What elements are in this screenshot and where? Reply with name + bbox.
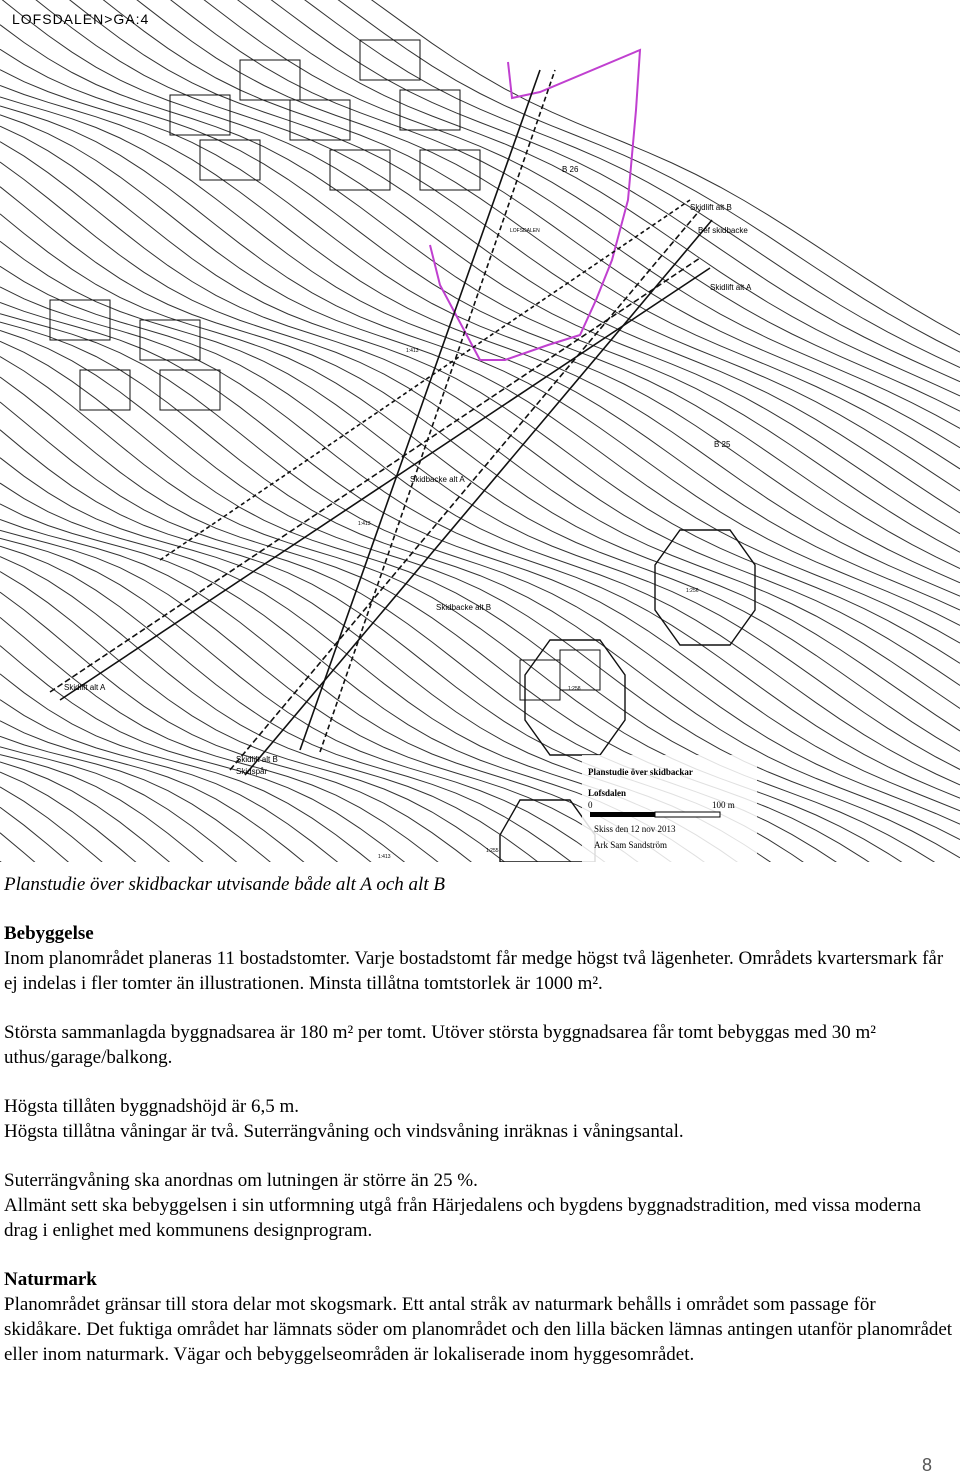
legend-title: Planstudie över skidbackar — [588, 767, 693, 777]
bebyggelse-paragraph-1: Inom planområdet planeras 11 bostadstomter. Varje bostadstomt får medge högst två lägenheter. Områdets kvartersmark får ej indelas i fler tomter än illustrationen. Minsta tillåtna tomtstorlek är 1000 m². — [4, 948, 944, 994]
contour-line — [0, 49, 960, 568]
contour-line — [0, 520, 960, 863]
label-skidspar: Skidspår — [236, 767, 268, 776]
legend-scale-end: 100 m — [712, 800, 735, 810]
legend-place: Lofsdalen — [588, 788, 627, 798]
contour-line — [0, 115, 960, 643]
plan-boundary — [430, 50, 640, 360]
contour-line — [0, 322, 960, 840]
label-parcel-255: 1:255 — [486, 848, 499, 854]
bebyggelse-paragraph-2: Största sammanlagda byggnadsarea är 180 m² per tomt. Utöver största byggnadsarea får tomt bebyggas med 30 m² uthus/garage/balkong. — [4, 1022, 876, 1068]
contour-line — [0, 214, 960, 752]
figure-caption: Planstudie över skidbackar utvisande både alt A och alt B — [4, 874, 445, 895]
contour-line — [0, 504, 960, 862]
label-lift-b-bottom: Skidlift alt B — [236, 755, 278, 764]
contour-line — [0, 0, 960, 513]
contour-line — [0, 0, 960, 428]
contour-line — [0, 0, 960, 469]
contour-line — [0, 572, 960, 862]
bebyggelse-paragraph-4a: Suterrängvåning ska anordnas om lutningen är större än 25 %. — [4, 1170, 478, 1191]
label-lift-b-top: Skidlift alt B — [690, 203, 732, 212]
map-legend — [582, 755, 757, 862]
legend-date: Skiss den 12 nov 2013 — [594, 824, 676, 834]
label-slope-b: Skidbacke alt B — [436, 603, 492, 612]
contour-line — [0, 617, 960, 862]
page-number: 8 — [921, 1455, 932, 1475]
label-lofsdalen-small: LOFSDALEN — [510, 228, 540, 234]
contour-line — [0, 483, 960, 862]
label-parcel-258: 1:258 — [568, 686, 581, 692]
contour-line — [0, 126, 960, 663]
label-lift-a-bottom: Skidlift alt A — [64, 683, 106, 692]
body-text — [4, 921, 956, 1367]
label-parcel-413b: 1:413 — [358, 521, 371, 527]
label-parcel-413a: 1:413 — [406, 348, 419, 354]
lift-corridors — [50, 70, 712, 775]
label-b25: B 25 — [714, 440, 731, 449]
label-b26: B 26 — [562, 165, 579, 174]
contour-line — [0, 0, 960, 448]
contour-line — [0, 241, 960, 769]
legend-scale-start: 0 — [588, 800, 593, 810]
contour-line — [0, 458, 960, 862]
contour-line — [0, 700, 960, 862]
heading-bebyggelse: Bebyggelse — [4, 923, 94, 944]
label-parcel-413c: 1:413 — [378, 854, 391, 860]
contour-line — [0, 377, 960, 862]
contour-line — [0, 0, 960, 382]
contour-line — [0, 538, 960, 862]
contour-line — [0, 0, 960, 534]
contour-line — [0, 162, 960, 709]
house-lots — [50, 40, 600, 700]
contour-line — [0, 762, 960, 862]
contour-line — [0, 833, 960, 862]
contour-line — [0, 787, 960, 862]
contour-line — [0, 861, 960, 862]
legend-author: Ark Sam Sandström — [594, 840, 667, 850]
bebyggelse-paragraph-3a: Högsta tillåten byggnadshöjd är 6,5 m. — [4, 1096, 299, 1117]
map-header-label: LOFSDALEN>GA:4 — [12, 11, 150, 27]
label-befintlig: Bef skidbacke — [698, 226, 748, 235]
contour-line — [0, 303, 960, 811]
bebyggelse-paragraph-4b: Allmänt sett ska bebyggelsen i sin utformning utgå från Härjedalens och bygdens byggnadstradition, med vissa moderna drag i enlighet med kommunens designprogram. — [4, 1195, 922, 1241]
label-slope-a: Skidbacke alt A — [410, 475, 465, 484]
contour-line — [0, 287, 960, 798]
label-parcel-256: 1:256 — [686, 588, 699, 594]
naturmark-paragraph-1: Planområdet gränsar till stora delar mot skogsmark. Ett antal stråk av naturmark behålls i området som passage för skidåkare. Det fuktiga området har lämnats söder om planområdet och den lilla bäcken lämnas antingen utanför planområdet eller inom naturmark. Vägar och bebyggelseområden är lokaliserade inom hyggesområdet. — [4, 1294, 953, 1365]
label-lift-a-top: Skidlift alt A — [710, 283, 752, 292]
heading-naturmark: Naturmark — [4, 1269, 97, 1290]
contour-line — [0, 646, 960, 862]
bebyggelse-paragraph-3b: Högsta tillåtna våningar är två. Suterrängvåning och vindsvåning inräknas i våningsantal. — [4, 1121, 684, 1142]
contour-line — [0, 314, 960, 825]
contour-line — [0, 530, 960, 862]
